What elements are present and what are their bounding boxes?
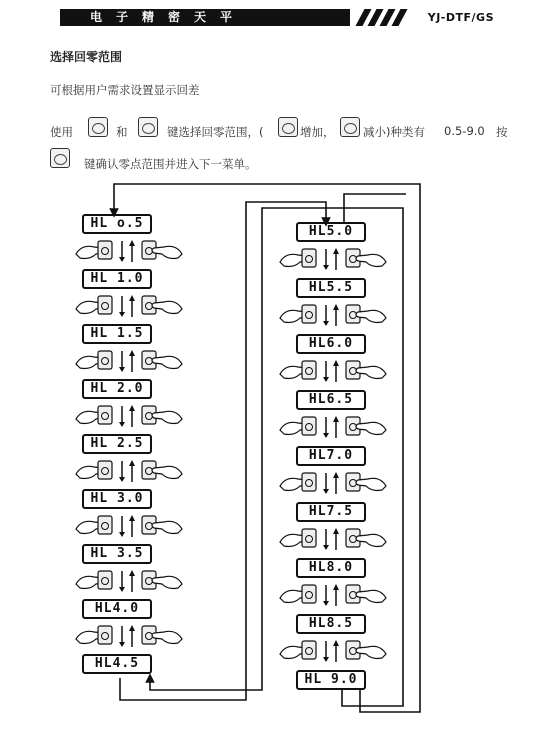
instr-text-7: 键确认零点范围并进入下一菜单。 [84, 157, 257, 171]
display-right-0: HL5.0 [296, 222, 366, 242]
instr-text-2: 和 [116, 125, 128, 139]
display-left-0: HL o.5 [82, 214, 152, 234]
loop-line-inner [150, 208, 403, 706]
display-right-3: HL6.5 [296, 390, 366, 410]
display-right-8: HL 9.0 [296, 670, 366, 690]
display-left-1: HL 1.0 [82, 269, 152, 289]
display-left-7: HL4.0 [82, 599, 152, 619]
display-right-6: HL8.0 [296, 558, 366, 578]
display-right-5: HL7.5 [296, 502, 366, 522]
display-right-7: HL8.5 [296, 614, 366, 634]
display-left-5: HL 3.0 [82, 489, 152, 509]
display-left-6: HL 3.5 [82, 544, 152, 564]
instr-text-6: 按 [496, 125, 508, 139]
loop-line-outer [114, 184, 420, 712]
display-left-4: HL 2.5 [82, 434, 152, 454]
instr-range: 0.5-9.0 [444, 124, 485, 138]
display-left-3: HL 2.0 [82, 379, 152, 399]
intro-text: 可根据用户需求设置显示回差 [50, 83, 200, 97]
display-left-2: HL 1.5 [82, 324, 152, 344]
section-title: 选择回零范围 [50, 50, 123, 64]
header-model: YJ-DTF/GS [427, 11, 494, 24]
instr-text-1: 使用 [50, 125, 73, 139]
instr-text-3: 键选择回零范围，( [167, 125, 264, 139]
instr-text-5: 减小)种类有 [363, 125, 425, 139]
header-title: 电子精密天平 [90, 10, 247, 24]
display-right-2: HL6.0 [296, 334, 366, 354]
display-left-8: HL4.5 [82, 654, 152, 674]
instr-text-4: 增加， [300, 125, 335, 139]
loop-line-left-to-right [120, 202, 326, 700]
display-right-1: HL5.5 [296, 278, 366, 298]
display-right-4: HL7.0 [296, 446, 366, 466]
